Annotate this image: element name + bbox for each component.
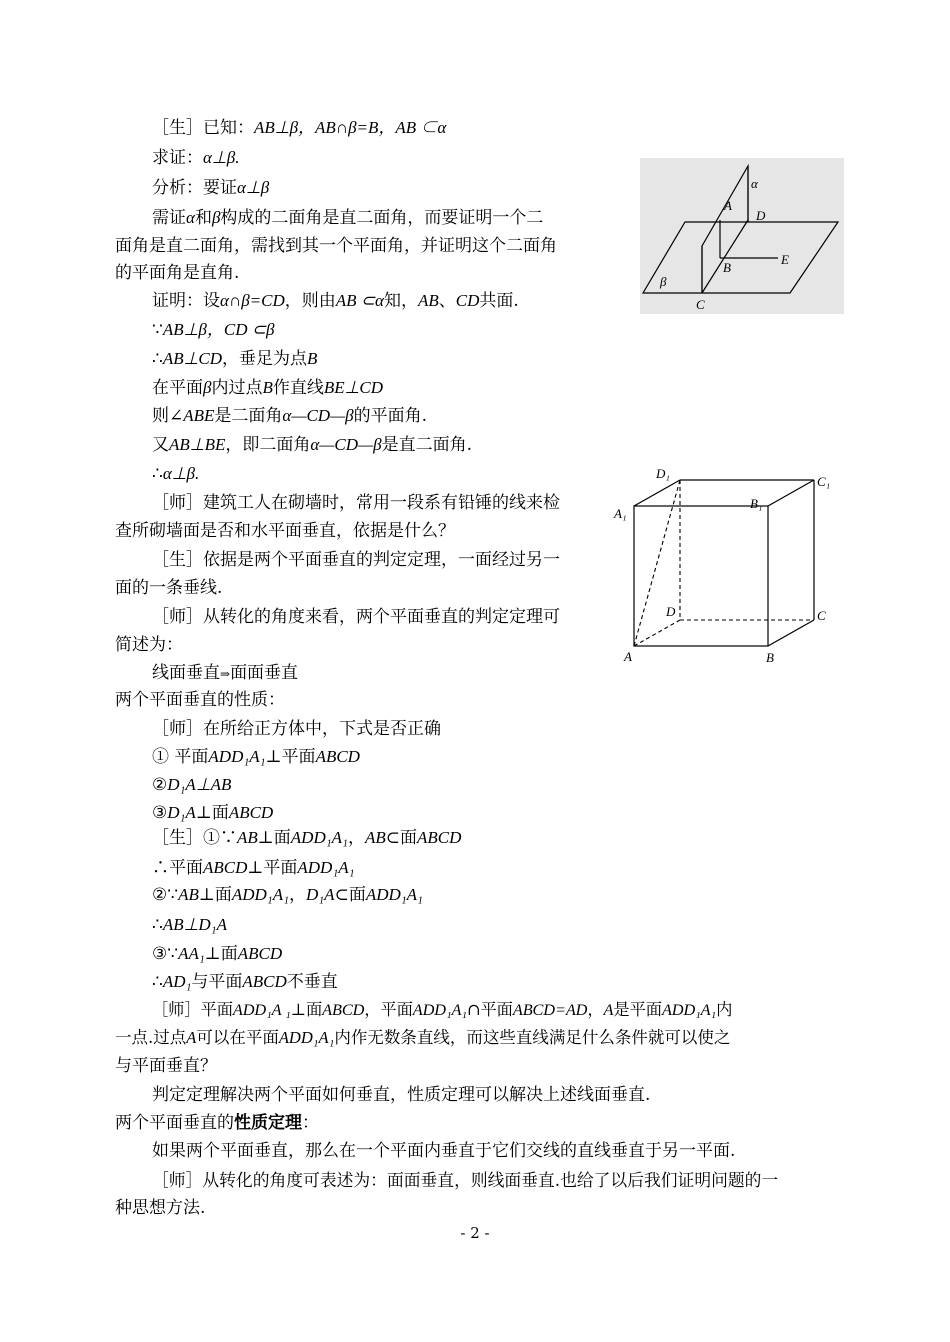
text: ⊂面 xyxy=(334,885,366,905)
edge-b1-c1 xyxy=(768,480,814,506)
math: BE⊥CD xyxy=(323,378,384,397)
line-answer-3-conclusion xyxy=(152,970,338,994)
text: 内 xyxy=(716,1000,733,1019)
section-heading: 两个平面垂直的性质： xyxy=(115,690,285,710)
text: ⊥平面 xyxy=(247,858,298,878)
math: ABE xyxy=(183,406,215,425)
math: α∩β=CD xyxy=(220,291,285,310)
math: CD xyxy=(455,291,480,310)
text: 线面垂直 xyxy=(152,663,220,683)
text: 内过点 xyxy=(211,378,263,398)
math: ADD₁A₁ xyxy=(290,828,348,847)
label-e: E xyxy=(781,252,789,267)
line-conclusion xyxy=(152,462,199,486)
line-summary xyxy=(152,661,298,686)
text: 则∠ xyxy=(152,406,184,426)
math: ABCD xyxy=(242,972,287,991)
label-a1: A₁ xyxy=(614,506,627,521)
label-b: B xyxy=(723,260,731,275)
paragraph-line: ［师］在所给正方体中，下式是否正确 xyxy=(152,719,441,739)
paragraph-line: 与平面垂直？ xyxy=(115,1056,217,1076)
math: AB⊥BE xyxy=(169,435,226,454)
text: ，即二面角 xyxy=(225,435,311,455)
label-c: C xyxy=(817,608,826,623)
math: AB xyxy=(178,885,199,904)
text: 证明：设 xyxy=(152,291,220,311)
math: ADD₁A₁ xyxy=(278,1028,335,1047)
text: ∴ xyxy=(152,915,163,935)
cube-figure xyxy=(610,466,840,666)
text: ⊥面 xyxy=(257,828,291,848)
math: ABCD xyxy=(203,858,248,877)
line-proof xyxy=(152,289,519,313)
text: 需证 xyxy=(152,208,186,228)
math: ADD₁A₁ xyxy=(297,858,355,877)
line-answer-2-conclusion xyxy=(152,913,227,937)
math: AB xyxy=(417,291,439,310)
text: 、 xyxy=(438,291,456,311)
math: ADD₁A₁ xyxy=(231,885,289,904)
label-d: D xyxy=(666,604,676,619)
text: ， xyxy=(289,885,306,905)
text: 的平面角. xyxy=(353,406,428,426)
label-a: A xyxy=(724,198,732,213)
math: B xyxy=(262,378,273,397)
bold-term: 性质定理 xyxy=(234,1113,302,1133)
text: 构成的二面角是直二面角，而要证明一个二 xyxy=(220,208,544,228)
math: AD₁ xyxy=(162,972,192,991)
line-given xyxy=(152,116,446,140)
line-answer-2 xyxy=(152,883,423,907)
text: ，垂足为点 xyxy=(222,349,308,369)
line-because xyxy=(152,318,274,342)
line-need xyxy=(152,206,543,230)
text: ②∵ xyxy=(152,885,179,905)
line-therefore xyxy=(152,347,317,371)
math: D₁A⊥AB xyxy=(167,775,232,794)
text: 求证： xyxy=(152,148,203,168)
math: AB⊥D₁A xyxy=(162,915,227,934)
label-d1: D₁ xyxy=(656,466,670,481)
line-prove xyxy=(152,146,239,170)
line-item-3 xyxy=(152,801,273,825)
math: AB xyxy=(237,828,258,847)
math: AA₁ xyxy=(178,944,205,963)
text: 作直线 xyxy=(272,378,324,398)
text: 一点.过点 xyxy=(115,1028,187,1047)
math: β xyxy=(211,208,221,227)
math: ABCD xyxy=(416,828,462,847)
line-angle xyxy=(152,404,427,428)
edge-b-c xyxy=(768,620,814,646)
math: AB ⊂α xyxy=(335,291,384,310)
text: ⊥面 xyxy=(198,885,232,905)
math: α⊥β. xyxy=(162,464,200,483)
math: AB⊥β，AB∩β=B，AB ⊂α xyxy=(254,118,447,137)
theorem-statement: 如果两个平面垂直，那么在一个平面内垂直于它们交线的直线垂直于另一平面. xyxy=(152,1141,736,1161)
text: ∴ xyxy=(152,464,163,484)
line-teacher-question-2 xyxy=(115,1026,730,1050)
line-plane xyxy=(152,376,383,400)
line-teacher-question xyxy=(152,998,732,1022)
math: α—CD—β xyxy=(282,406,354,425)
text: ② xyxy=(152,775,168,795)
text: ∴平面 xyxy=(152,858,203,878)
math: α⊥β. xyxy=(203,148,240,167)
text: 不垂直 xyxy=(286,972,338,992)
math: D₁A xyxy=(167,803,196,822)
math: ABCD=AD xyxy=(512,1000,588,1019)
math: ADD₁A₁ xyxy=(412,1000,467,1019)
label-a: A xyxy=(624,649,632,664)
paragraph-line: ［师］从转化的角度来看，两个平面垂直的判定定理可 xyxy=(152,607,560,627)
cube-front-face xyxy=(634,506,768,646)
implies-symbol: ⇒ xyxy=(220,667,231,681)
text: ∴ xyxy=(152,972,163,992)
paragraph-line: ［师］建筑工人在砌墙时，常用一段系有铅锤的线来检 xyxy=(152,493,560,513)
paragraph-line: 的平面角是直角. xyxy=(115,263,240,283)
text: ⊂面 xyxy=(385,828,417,848)
label-beta: β xyxy=(660,274,667,289)
text: ，平面 xyxy=(364,1000,413,1019)
math: AB⊥β，CD ⊂β xyxy=(162,320,275,339)
text: ： xyxy=(302,1113,319,1133)
math: α xyxy=(186,208,195,227)
text: 又 xyxy=(152,435,169,455)
text: ∴ xyxy=(152,349,163,369)
text: 两个平面垂直的 xyxy=(115,1113,234,1133)
text: 和 xyxy=(194,208,212,228)
math: ABCD xyxy=(315,747,360,766)
line-answer-3 xyxy=(152,942,282,966)
label-alpha: α xyxy=(751,176,758,191)
text: 内作无数条直线，而这些直线满足什么条件就可以使之 xyxy=(334,1028,731,1047)
text: ① 平面 xyxy=(152,747,209,767)
text: ［生］①∵ xyxy=(152,828,237,848)
paragraph-line: 查所砌墙面是否和水平面垂直，依据是什么？ xyxy=(115,521,455,541)
text: 与平面 xyxy=(191,972,243,992)
text: 是平面 xyxy=(613,1000,662,1019)
line-property-heading xyxy=(115,1111,319,1135)
text: ，则由 xyxy=(284,291,336,311)
figure-background xyxy=(640,158,844,314)
math: AB⊥CD xyxy=(162,349,223,368)
text: ， xyxy=(587,1000,604,1019)
edge-a1-d1 xyxy=(634,480,680,506)
label-c1: C₁ xyxy=(817,474,831,489)
label-d: D xyxy=(756,208,766,223)
page-number: - 2 - xyxy=(460,1224,490,1242)
line-item-1 xyxy=(152,745,360,769)
line-also xyxy=(152,433,472,457)
paragraph-line: 面的一条垂线. xyxy=(115,578,223,598)
math: ADD₁A₁ xyxy=(661,1000,717,1019)
paragraph-line: 判定定理解决两个平面如何垂直，性质定理可以解决上述线面垂直. xyxy=(152,1085,651,1105)
math: ADD₁A₁ xyxy=(208,747,266,766)
text: ∵ xyxy=(152,320,163,340)
text: ⊥面 xyxy=(290,1000,323,1019)
line-analysis xyxy=(152,176,269,200)
text: 是直二面角. xyxy=(381,435,473,455)
text: ⊥面 xyxy=(195,803,229,823)
math: ADD₁A ₁ xyxy=(232,1000,291,1019)
line-answer-1 xyxy=(152,826,461,850)
text: 知， xyxy=(383,291,418,311)
perpendicular-planes-figure xyxy=(640,158,844,314)
line-item-2 xyxy=(152,773,231,797)
text: ⊥平面 xyxy=(265,747,316,767)
math: A xyxy=(603,1000,614,1019)
math: ABCD xyxy=(237,944,283,963)
line-answer-1-conclusion xyxy=(152,856,355,880)
text: ［生］已知： xyxy=(152,118,254,138)
paragraph-line: ［生］依据是两个平面垂直的判定定理，一面经过另一 xyxy=(152,550,560,570)
math: β xyxy=(203,378,212,397)
hidden-edge-a-d xyxy=(634,620,680,646)
text: ⊥面 xyxy=(204,944,238,964)
text: 分析：要证 xyxy=(152,178,237,198)
text: 在平面 xyxy=(152,378,203,398)
paragraph-line: ［师］从转化的角度可表述为：面面垂直，则线面垂直.也给了以后我们证明问题的一 xyxy=(152,1170,779,1190)
math: ABCD xyxy=(322,1000,365,1019)
math: ADD₁A₁ xyxy=(365,885,423,904)
paragraph-line: 种思想方法. xyxy=(115,1198,206,1218)
hidden-diagonal-a-d1 xyxy=(634,480,680,646)
text: 可以在平面 xyxy=(196,1028,279,1047)
math: α⊥β xyxy=(237,178,270,197)
text: 共面. xyxy=(479,291,519,311)
math: B xyxy=(307,349,318,368)
text: ③ xyxy=(152,803,168,823)
math: α—CD—β xyxy=(310,435,382,454)
text: ， xyxy=(347,828,365,848)
label-b1: B₁ xyxy=(750,496,763,511)
math: A xyxy=(186,1028,197,1047)
text: ［师］平面 xyxy=(152,1000,233,1019)
math: ABCD xyxy=(228,803,274,822)
math: D₁A xyxy=(306,885,335,904)
paragraph-line: 面角是直二面角，需找到其一个平面角，并证明这个二面角 xyxy=(115,236,557,256)
text: ∩平面 xyxy=(466,1000,513,1019)
math: AB xyxy=(364,828,386,847)
text: ③∵ xyxy=(152,944,179,964)
label-b: B xyxy=(766,650,774,665)
paragraph-line: 简述为： xyxy=(115,635,183,655)
label-c: C xyxy=(696,297,705,312)
text: 面面垂直 xyxy=(230,663,299,683)
text: 是二面角 xyxy=(214,406,283,426)
